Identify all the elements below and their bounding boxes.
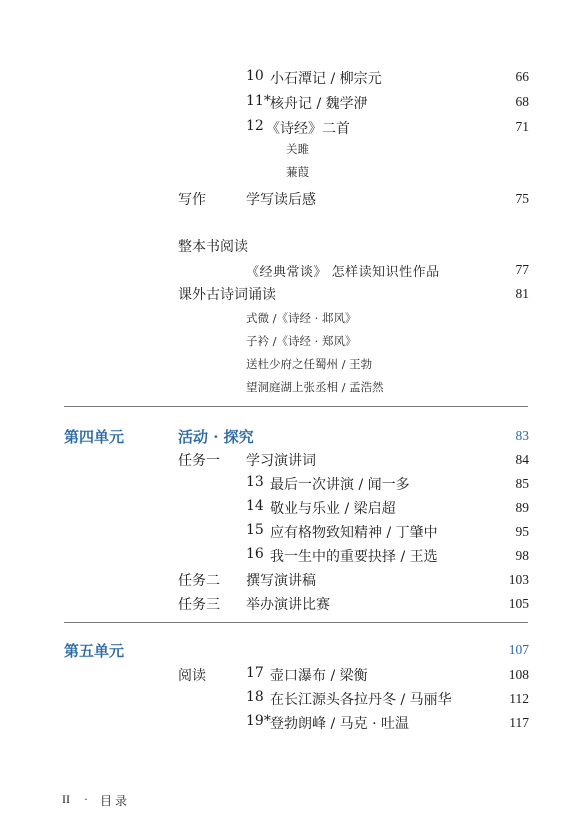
page-number: 117: [509, 715, 529, 730]
lesson-title[interactable]: 最后一次讲演 / 闻一多: [270, 477, 410, 493]
reading-label: 阅读: [178, 668, 206, 684]
whole-book-title[interactable]: 《经典常谈》 怎样读知识性作品: [246, 265, 440, 280]
page-number: 66: [515, 69, 529, 84]
footer-dot: ·: [84, 792, 88, 806]
ancient-poem-item[interactable]: 送杜少府之任蜀州 / 王勃: [246, 357, 373, 371]
task-title[interactable]: 学习演讲词: [246, 453, 316, 469]
footer-page-number: II: [62, 792, 70, 806]
lesson-title[interactable]: 小石潭记 / 柳宗元: [270, 71, 382, 87]
writing-label: 写作: [178, 192, 206, 208]
ancient-poems-label[interactable]: 课外古诗词诵读: [178, 287, 276, 303]
unit-title: 第五单元: [64, 642, 125, 660]
page-number: 77: [515, 262, 529, 277]
whole-book-label: 整本书阅读: [178, 239, 248, 255]
ancient-poem-item[interactable]: 子衿 /《诗经 · 郑风》: [246, 334, 357, 348]
lesson-number: 11*: [246, 93, 271, 109]
task-label: 任务三: [178, 597, 220, 613]
page-number: 89: [515, 500, 529, 515]
lesson-number: 18: [246, 689, 264, 705]
page-number: 112: [509, 691, 529, 706]
poem-title[interactable]: 关雎: [286, 142, 309, 156]
page-number: 108: [508, 667, 529, 682]
page-number: 81: [515, 286, 529, 301]
lesson-title[interactable]: 登勃朗峰 / 马克 · 吐温: [270, 716, 409, 732]
page-number: 95: [515, 524, 529, 539]
activity-title[interactable]: 活动 · 探究: [178, 428, 254, 446]
page-number: 105: [508, 596, 529, 611]
page-number: 84: [515, 452, 529, 467]
lesson-title[interactable]: 《诗经》二首: [266, 121, 350, 137]
page-number: 68: [515, 94, 529, 109]
page-number: 83: [515, 428, 529, 443]
poem-title[interactable]: 蒹葭: [286, 165, 309, 179]
page-number: 75: [515, 191, 529, 206]
lesson-title[interactable]: 在长江源头各拉丹冬 / 马丽华: [270, 692, 452, 708]
footer-title: 目 录: [100, 794, 128, 808]
section-divider: [64, 406, 528, 407]
lesson-title[interactable]: 敬业与乐业 / 梁启超: [270, 501, 396, 517]
unit-title: 第四单元: [64, 428, 125, 446]
ancient-poem-item[interactable]: 望洞庭湖上张丞相 / 孟浩然: [246, 380, 384, 394]
page-number: 103: [508, 572, 529, 587]
page-number: 107: [508, 642, 529, 657]
task-title[interactable]: 撰写演讲稿: [246, 573, 316, 589]
lesson-number: 16: [246, 546, 264, 562]
lesson-number: 17: [246, 665, 264, 681]
lesson-number: 19*: [246, 713, 271, 729]
lesson-title[interactable]: 我一生中的重要抉择 / 王选: [270, 549, 438, 565]
task-label: 任务二: [178, 573, 220, 589]
page-number: 71: [515, 119, 529, 134]
page-number: 98: [515, 548, 529, 563]
lesson-number: 15: [246, 522, 264, 538]
lesson-title[interactable]: 核舟记 / 魏学洢: [270, 96, 368, 112]
lesson-number: 10: [246, 68, 264, 84]
lesson-title[interactable]: 壶口瀑布 / 梁衡: [270, 668, 368, 684]
lesson-number: 13: [246, 474, 264, 490]
ancient-poem-item[interactable]: 式微 /《诗经 · 邶风》: [246, 311, 357, 325]
lesson-title[interactable]: 应有格物致知精神 / 丁肇中: [270, 525, 438, 541]
task-title[interactable]: 举办演讲比赛: [246, 597, 330, 613]
page-number: 85: [515, 476, 529, 491]
lesson-number: 12: [246, 118, 264, 134]
task-label: 任务一: [178, 453, 220, 469]
lesson-number: 14: [246, 498, 264, 514]
section-divider: [64, 622, 528, 623]
writing-title[interactable]: 学写读后感: [246, 192, 316, 208]
